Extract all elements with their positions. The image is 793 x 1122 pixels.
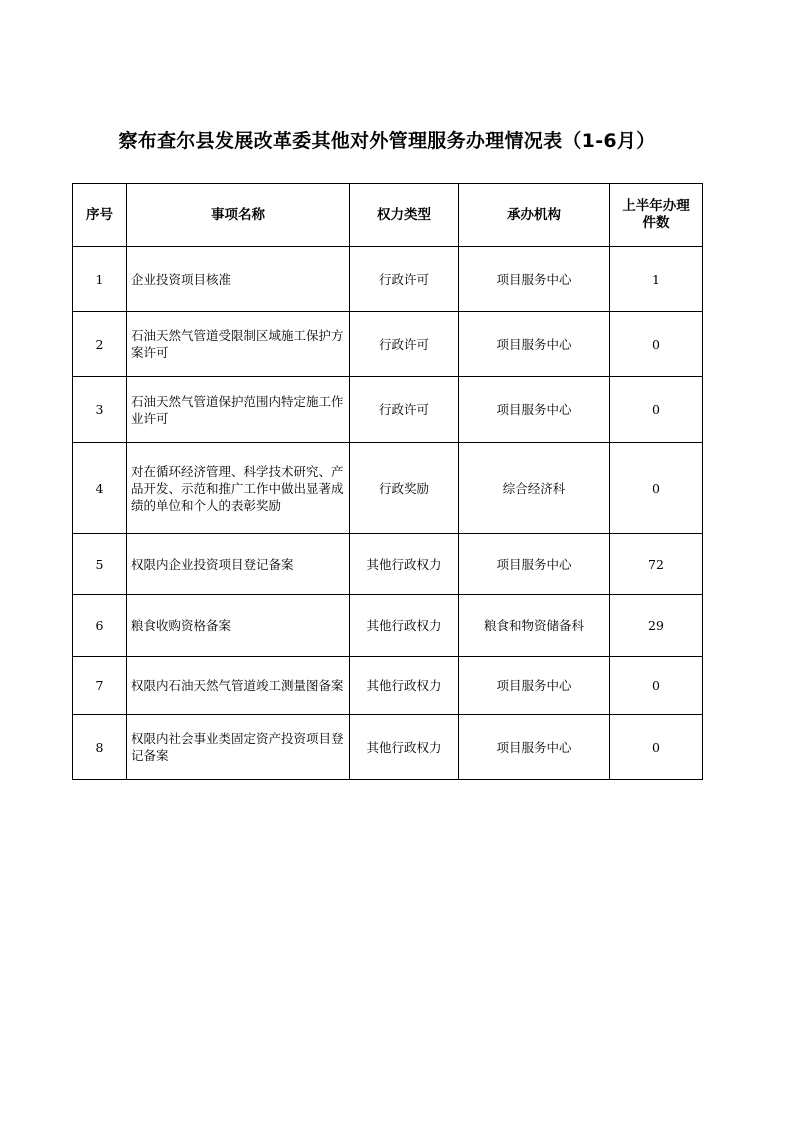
header-name: 事项名称 (127, 184, 350, 247)
cell-no: 2 (73, 312, 127, 377)
cell-name: 企业投资项目核准 (127, 247, 350, 312)
cell-type: 其他行政权力 (350, 595, 459, 657)
table-header-row (73, 184, 703, 247)
cell-no: 5 (73, 534, 127, 595)
cell-org: 粮食和物资储备科 (459, 595, 610, 657)
table-row (73, 377, 703, 443)
cell-name: 权限内石油天然气管道竣工测量图备案 (127, 657, 350, 715)
table-row (73, 247, 703, 312)
cell-org: 项目服务中心 (459, 377, 610, 443)
header-org: 承办机构 (459, 184, 610, 247)
cell-count: 29 (610, 595, 703, 657)
cell-name: 粮食收购资格备案 (127, 595, 350, 657)
cell-org: 项目服务中心 (459, 247, 610, 312)
table-row (73, 595, 703, 657)
cell-type: 行政许可 (350, 247, 459, 312)
table-row (73, 715, 703, 780)
cell-count: 1 (610, 247, 703, 312)
cell-type: 行政许可 (350, 377, 459, 443)
cell-type: 其他行政权力 (350, 534, 459, 595)
table-row (73, 312, 703, 377)
cell-no: 1 (73, 247, 127, 312)
cell-name: 石油天然气管道受限制区域施工保护方案许可 (127, 312, 350, 377)
cell-count: 0 (610, 312, 703, 377)
cell-count: 72 (610, 534, 703, 595)
cell-type: 行政奖励 (350, 443, 459, 534)
table-row (73, 443, 703, 534)
cell-type: 行政许可 (350, 312, 459, 377)
cell-type: 其他行政权力 (350, 715, 459, 780)
cell-count: 0 (610, 443, 703, 534)
cell-no: 3 (73, 377, 127, 443)
cell-name: 对在循环经济管理、科学技术研究、产品开发、示范和推广工作中做出显著成绩的单位和个人的表彰奖励 (127, 443, 350, 534)
cell-no: 6 (73, 595, 127, 657)
header-no: 序号 (73, 184, 127, 247)
header-type: 权力类型 (350, 184, 459, 247)
cell-no: 4 (73, 443, 127, 534)
data-table (72, 183, 703, 780)
header-count: 上半年办理件数 (610, 184, 703, 247)
cell-count: 0 (610, 715, 703, 780)
cell-org: 项目服务中心 (459, 715, 610, 780)
table-row (73, 657, 703, 715)
cell-org: 项目服务中心 (459, 534, 610, 595)
cell-name: 权限内企业投资项目登记备案 (127, 534, 350, 595)
cell-org: 项目服务中心 (459, 312, 610, 377)
cell-no: 8 (73, 715, 127, 780)
cell-name: 权限内社会事业类固定资产投资项目登记备案 (127, 715, 350, 780)
cell-count: 0 (610, 377, 703, 443)
cell-type: 其他行政权力 (350, 657, 459, 715)
cell-count: 0 (610, 657, 703, 715)
cell-no: 7 (73, 657, 127, 715)
table-row (73, 534, 703, 595)
cell-org: 项目服务中心 (459, 657, 610, 715)
page-title: 察布查尔县发展改革委其他对外管理服务办理情况表（1-6月） (118, 130, 656, 152)
cell-name: 石油天然气管道保护范围内特定施工作业许可 (127, 377, 350, 443)
cell-org: 综合经济科 (459, 443, 610, 534)
